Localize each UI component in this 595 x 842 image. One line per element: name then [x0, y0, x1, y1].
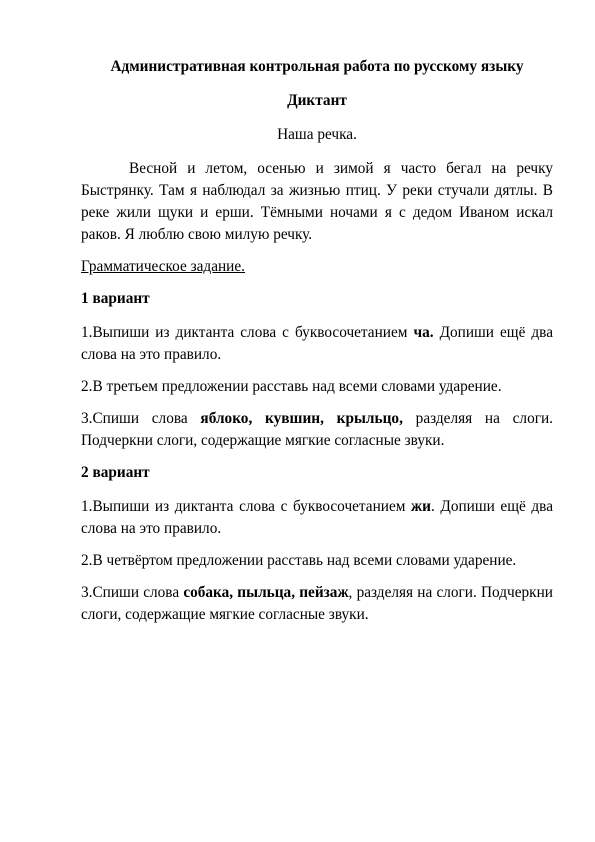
item-text: . Допиши ещё два слова на это правило.: [81, 498, 553, 537]
item-text: , разделяя на слоги. Подчеркни слоги, содержащие мягкие согласные звуки.: [81, 584, 553, 623]
variant-2-item-1: [81, 496, 553, 540]
task-heading: Грамматическое задание.: [81, 258, 245, 275]
variant-1-item-1: [81, 322, 553, 366]
variant-1-item-2: 2.В третьем предложении расставь над всеми словами ударение.: [81, 378, 502, 395]
variant-2-label: 2 вариант: [81, 464, 150, 481]
dictation-title: Наша речка.: [277, 126, 357, 143]
item-bold-text: собака, пыльца, пейзаж: [183, 584, 349, 601]
document-content: [81, 56, 553, 636]
variant-1-label: 1 вариант: [81, 290, 150, 307]
document-title: Административная контрольная работа по русскому языку: [110, 58, 524, 75]
item-text: 1.Выпиши из диктанта слова с буквосочетанием: [81, 324, 414, 341]
document-subtitle: Диктант: [287, 92, 347, 109]
item-text: 1.Выпиши из диктанта слова с буквосочетанием: [81, 498, 412, 515]
item-text: разделяя на слоги. Подчеркни слоги, содержащие мягкие согласные звуки.: [81, 410, 553, 449]
variant-2-item-3: [81, 582, 553, 626]
dictation-text: Весной и летом, осенью и зимой я часто бегал на речку Быстрянку. Там я наблюдал за жизнью птиц. У реки стучали дятлы. В реке жили щуки и ерши. Тёмными ночами я с дедом Иваном искал раков. Я люблю свою милую речку.: [81, 160, 553, 243]
variant-2-item-2: 2.В четвёртом предложении расставь над всеми словами ударение.: [81, 552, 517, 569]
variant-1-item-3: [81, 408, 553, 452]
task-heading-wrap: [81, 256, 553, 278]
item-bold-text: жи: [411, 498, 431, 515]
item-text: Допиши ещё два слова на это правило.: [81, 324, 553, 363]
item-bold-text: ча.: [413, 324, 434, 341]
item-text: 3.Спиши слова: [81, 410, 201, 427]
item-text: 3.Спиши слова: [81, 584, 184, 601]
item-bold-text: яблоко, кувшин, крыльцо,: [200, 410, 403, 427]
